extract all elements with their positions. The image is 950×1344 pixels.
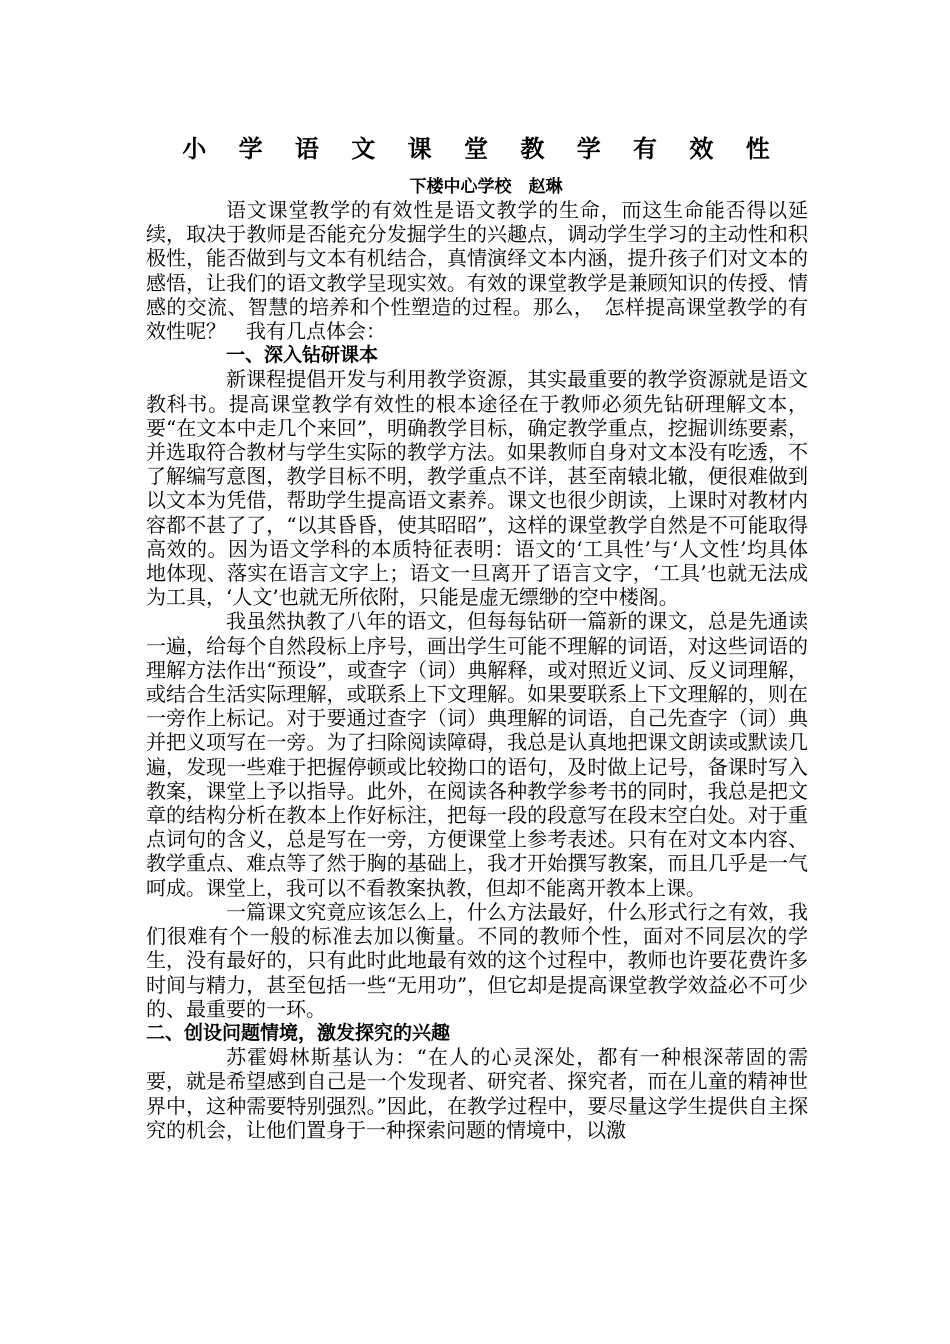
section-2-paragraph: 苏霍姆林斯基认为：“在人的心灵深处，都有一种根深蒂固的需要，就是希望感到自己是一个发现者、研究者、探究者，而在儿童的精神世界中，这种需要特别强烈。”因此，在教学过程中，要尽量这学生提供自主探究的机会，让他们置身于一种探索问题的情境中，以激: [146, 1045, 808, 1142]
document-page: [146, 134, 808, 1142]
section-1-paragraph: 我虽然执教了八年的语文，但每每钻研一篇新的课文，总是先通读一遍，给每个自然段标上序号，画出学生可能不理解的词语，对这些词语的理解方法作出“预设”，或查字（词）典解释，或对照近义词、反义词理解，或结合生活实际理解，或联系上下文理解。如果要联系上下文理解的，则在一旁作上标记。对于要通过查字（词）典理解的词语，自己先查字（词）典并把义项写在一旁。为了扫除阅读障碍，我总是认真地把课文朗读或默读几遍，发现一些难于把握停顿或比较拗口的语句，及时做上记号，备课时写入教案，课堂上予以指导。此外，在阅读各种教学参考书的同时，我总是把文章的结构分析在教本上作好标注，把每一段的段意写在段末空白处。对于重点词句的含义，总是写在一旁，方便课堂上参考表述。只有在对文本内容、教学重点、难点等了然于胸的基础上，我才开始撰写教案，而且几乎是一气呵成。课堂上，我可以不看教案执教，但却不能离开教本上课。: [146, 609, 808, 900]
section-2-heading: 二、创设问题情境，激发探究的兴趣: [146, 1021, 451, 1044]
document-title: 小 学 语 文 课 堂 教 学 有 效 性: [182, 134, 782, 163]
section-1-paragraph: 一篇课文究竟应该怎么上，什么方法最好，什么形式行之有效，我们很难有个一般的标准去加以衡量。不同的教师个性，面对不同层次的学生，没有最好的，只有此时此地最有效的这个过程中，教师也许要花费许多时间与精力，甚至包括一些“无用功”，但它却是提高课堂教学效益必不可少的、最重要的一环。: [146, 899, 808, 1021]
section-1-paragraph: 新课程提倡开发与利用教学资源，其实最重要的教学资源就是语文教科书。提高课堂教学有效性的根本途径在于教师必须先钻研理解文本，要“在文本中走几个来回”，明确教学目标，确定教学重点，挖掘训练要素，并选取符合教材与学生实际的教学方法。如果教师自身对文本没有吃透，不了解编写意图，教学目标不明，教学重点不详，甚至南辕北辙，便很难做到以文本为凭借，帮助学生提高语文素养。课文也很少朗读，上课时对教材内容都不甚了了，“以其昏昏，使其昭昭”，这样的课堂教学自然是不可能取得高效的。因为语文学科的本质特征表明：语文的‘工具性’与‘人文性’均具体地体现、落实在语言文字上；语文一旦离开了语言文字，‘工具’也就无法成为工具，‘人文’也就无所依附，只能是虚无缥缈的空中楼阁。: [146, 367, 808, 610]
document-author: 下楼中心学校 赵琳: [409, 177, 563, 197]
intro-paragraph: 语文课堂教学的有效性是语文教学的生命，而这生命能否得以延续，取决于教师是否能充分发掘学生的兴趣点，调动学生学习的主动性和积极性，能否做到与文本有机结合，真情演绎文本内涵，提升孩子们对文本的感悟，让我们的语文教学呈现实效。有效的课堂教学是兼顾知识的传授、情感的交流、智慧的培养和个性塑造的过程。那么， 怎样提高课堂教学的有效性呢？ 我有几点体会：: [146, 198, 808, 344]
section-1-heading: 一、深入钻研课本: [226, 344, 379, 367]
